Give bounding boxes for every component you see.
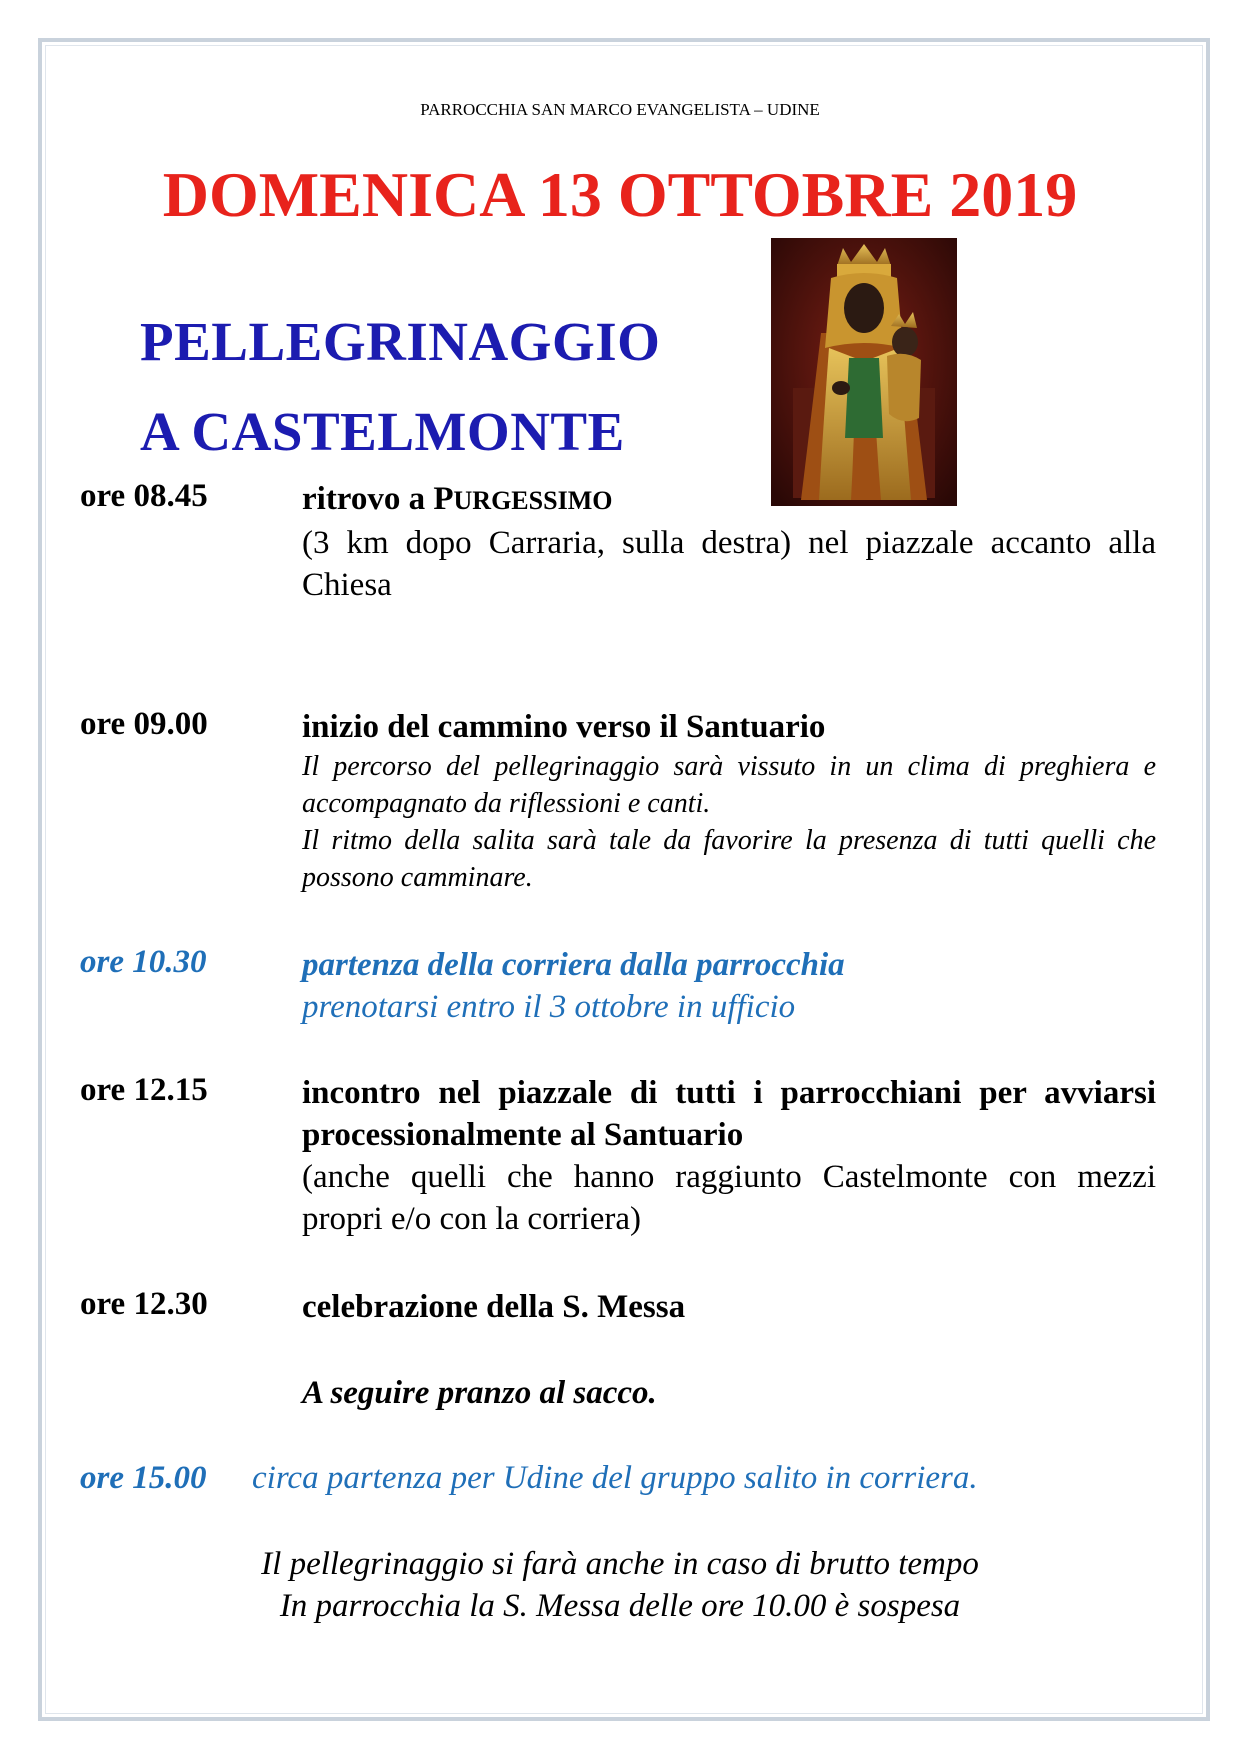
- heading-place-initial: P: [433, 481, 454, 517]
- footer-note-mass: In parrocchia la S. Messa delle ore 10.00 è sospesa: [279, 1588, 961, 1624]
- schedule-heading: incontro nel piazzale di tutti i parrocchiani per avviarsi processionalmente al Santuario: [302, 1075, 1156, 1153]
- schedule-time: ore 12.15: [80, 1072, 208, 1108]
- schedule-time: ore 15.00: [80, 1460, 207, 1496]
- schedule-content: [302, 1286, 1156, 1414]
- schedule-heading: [302, 478, 1156, 522]
- schedule-after-note: A seguire pranzo al sacco.: [302, 1375, 657, 1411]
- schedule-content: [302, 1072, 1156, 1240]
- footer-note-weather: Il pellegrinaggio si farà anche in caso di brutto tempo: [261, 1546, 979, 1582]
- schedule-detail: prenotarsi entro il 3 ottobre in ufficio: [302, 989, 796, 1025]
- event-title-line-2: A CASTELMONTE: [140, 401, 625, 462]
- event-date: DOMENICA 13 OTTOBRE 2019: [162, 159, 1078, 230]
- schedule-time: ore 10.30: [80, 944, 207, 980]
- schedule-time: ore 12.30: [80, 1286, 208, 1322]
- parish-header: PARROCCHIA SAN MARCO EVANGELISTA – UDINE: [420, 100, 820, 119]
- schedule-heading: inizio del cammino verso il Santuario: [302, 709, 826, 745]
- schedule-detail: (3 km dopo Carraria, sulla destra) nel piazzale accanto alla Chiesa: [302, 525, 1156, 603]
- event-title-line-1: PELLEGRINAGGIO: [140, 311, 661, 372]
- schedule-note: Il ritmo della salita sarà tale da favorire la presenza di tutti quelli che possono camminare.: [302, 825, 1156, 893]
- heading-place-rest: URGESSIMO: [453, 486, 613, 515]
- schedule-content: [302, 706, 1156, 896]
- schedule-note: Il percorso del pellegrinaggio sarà vissuto in un clima di preghiera e accompagnato da riflessioni e canti.: [302, 751, 1156, 819]
- heading-prefix: ritrovo a: [302, 481, 434, 517]
- schedule-time: ore 08.45: [80, 478, 208, 514]
- schedule-heading: partenza della corriera dalla parrocchia: [302, 947, 845, 983]
- schedule-content: [302, 478, 1156, 606]
- madonna-di-castelmonte-image: [771, 238, 957, 506]
- schedule-detail: circa partenza per Udine del gruppo salito in corriera.: [252, 1460, 978, 1496]
- schedule-heading: celebrazione della S. Messa: [302, 1289, 686, 1325]
- schedule-time: ore 09.00: [80, 706, 208, 742]
- schedule-detail: (anche quelli che hanno raggiunto Castelmonte con mezzi propri e/o con la corriera): [302, 1159, 1156, 1237]
- schedule-content: [302, 944, 1156, 1028]
